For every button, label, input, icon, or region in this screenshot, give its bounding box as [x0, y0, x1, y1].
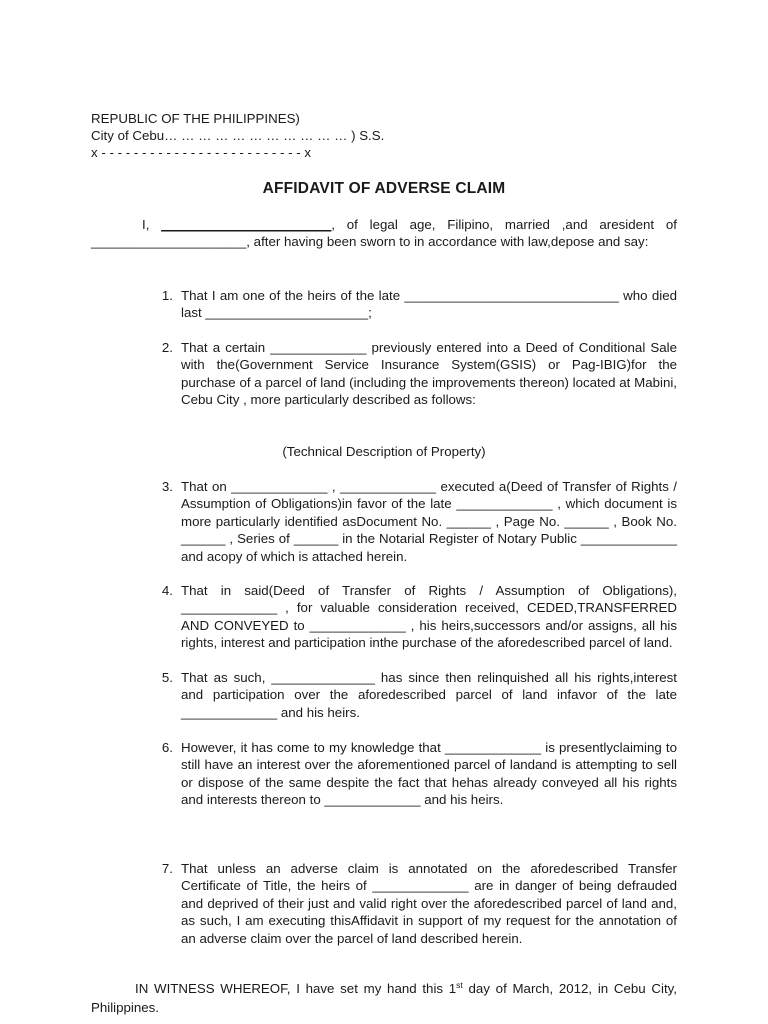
intro-lead: I, — [142, 217, 150, 232]
list-item — [155, 582, 677, 652]
item-number: 4. — [161, 583, 173, 598]
list-item — [155, 339, 677, 409]
witness-text-start: IN WITNESS WHEREOF, I have set my hand this 1 — [135, 981, 457, 996]
item-text: However, it has come to my knowledge that _____________ is presentlyclaiming to still have an interest over the aforementioned parcel of landand is attempting to sell or dispose of the same despite the fact that hehas already conveyed all his rights and interests thereon to _____________ and his heirs. — [181, 740, 677, 808]
item-text: That I am one of the heirs of the late _____________________________ who died last ______________________; — [181, 288, 677, 321]
item-text: That on _____________ , _____________ executed a(Deed of Transfer of Rights / Assumption of Obligations)in favor of the late _____________ , which document is more particularly identified asDocument No. ______ , Page No. ______ , Book No. ______ , Series of ______ in the Notarial Register of Notary Public _____________ and acopy of which is attached herein. — [181, 479, 677, 564]
affiant-name-blank: _______________________ — [161, 217, 332, 232]
list-item — [155, 860, 677, 947]
list-item — [155, 478, 677, 565]
item-number: 2. — [161, 340, 173, 355]
witness-text-end: day of March, 2012, in Cebu City, Philippines. — [91, 981, 677, 1015]
document-title: AFFIDAVIT OF ADVERSE CLAIM — [262, 180, 506, 197]
intro-paragraph — [91, 216, 677, 251]
item-number: 7. — [161, 861, 173, 876]
header-city: City of Cebu… … … … … … … … … … … ) S.S. — [91, 128, 385, 143]
date-ordinal-suffix: st — [456, 980, 463, 990]
item-text: That a certain _____________ previously entered into a Deed of Conditional Sale with the(Government Service Insurance System(GSIS) or Pag-IBIG)for the purchase of a parcel of land (including the improvements thereon) located at Mabini, Cebu City , more particularly described as follows: — [181, 340, 677, 408]
item-number: 3. — [161, 479, 173, 494]
header-republic: REPUBLIC OF THE PHILIPPINES) — [91, 111, 300, 126]
header-separator: x - - - - - - - - - - - - - - - - - - - - - - - - - x — [91, 145, 312, 160]
item-text: That as such, ______________ has since then relinquished all his rights,interest and participation over the aforedescribed parcel of land infavor of the late _____________ and his heirs. — [181, 670, 677, 720]
item-number: 6. — [161, 740, 173, 755]
item-number: 1. — [161, 288, 173, 303]
witness-paragraph — [91, 979, 677, 1017]
list-item — [155, 669, 677, 721]
technical-description-label: (Technical Description of Property) — [282, 444, 486, 459]
item-text: That unless an adverse claim is annotated on the aforedescribed Transfer Certificate of Title, the heirs of _____________ are in danger of being defrauded and deprived of their just and valid right over the aforedescribed parcel of land and, as such, I am executing thisAffidavit in support of my request for the annotation of an adverse claim over the parcel of land described herein. — [181, 861, 677, 946]
item-number: 5. — [161, 670, 173, 685]
intro-rest: , of legal age, Filipino, married ,and aresident of _____________________, after having been sworn to in accordance with law,depose and say: — [91, 217, 678, 250]
list-item — [155, 739, 677, 809]
list-item — [155, 287, 677, 322]
item-text: That in said(Deed of Transfer of Rights / Assumption of Obligations), _____________ , for valuable consideration received, CEDED,TRANSFERRED AND CONVEYED to _____________ , his heirs,successors and/or assigns, all his rights, interest and participation inthe purchase of the aforedescribed parcel of land. — [181, 583, 677, 651]
